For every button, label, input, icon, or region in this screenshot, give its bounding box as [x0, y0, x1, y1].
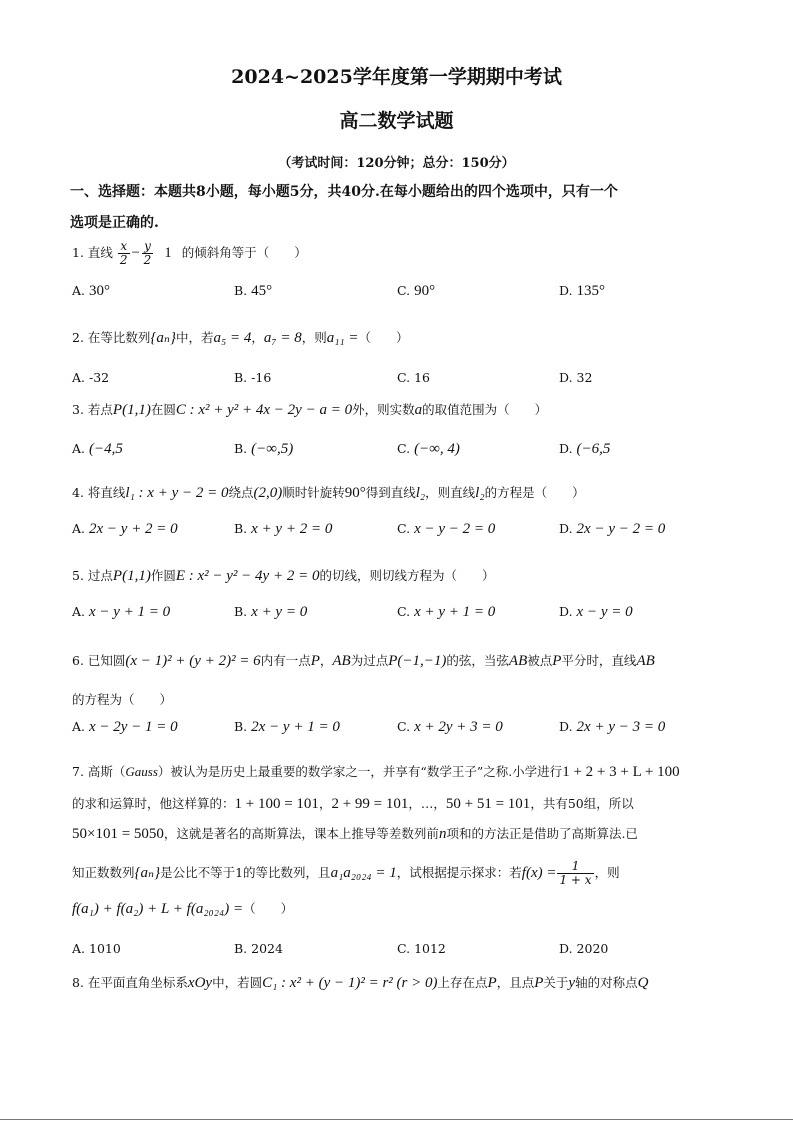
q3-option-a[interactable]: A. (−4,5: [72, 441, 123, 457]
q5-option-c[interactable]: C. x + y + 1 = 0: [397, 604, 496, 620]
question-1-stem: [72, 240, 307, 267]
q2-sequence: {aₙ}: [150, 330, 176, 346]
q5-option-a[interactable]: A. x − y + 1 = 0: [72, 604, 171, 620]
question-7-line3: 50×101 = 5050，这就是著名的高斯算法，课本上推导等差数列前n项和的方法正是借助了高斯算法.已: [72, 826, 638, 842]
q1-frac2-num: y: [142, 240, 154, 254]
q3-option-d[interactable]: D. (−6,5: [559, 441, 611, 457]
question-7-line4: 知正数数列{aₙ}是公比不等于1的等比数列，且a₁a₂₀₂₄ = 1，试根据提示探求：若f(x) = $\frac{1}{1 + x}$ ，则: [72, 859, 620, 887]
question-5-stem: 5. 过点P(1,1)作圆E : x² − y² − 4y + 2 = 0的切线，则切线方程为（ ）: [72, 568, 495, 584]
q6-option-c[interactable]: C. x + 2y + 3 = 0: [397, 719, 503, 735]
q3-option-c[interactable]: C. (−∞, 4): [397, 441, 460, 457]
q6-option-d[interactable]: D. 2x + y − 3 = 0: [559, 719, 666, 735]
question-4-stem: 4. 将直线l₁ : x + y − 2 = 0绕点(2,0)顺时针旋转90°得到直线l₂，则直线l₂的方程是（ ）: [72, 485, 585, 501]
section-heading-line1: 一、选择题：本题共8小题，每小题5分，共40分.在每小题给出的四个选项中，只有一个: [70, 184, 618, 200]
q1-option-d[interactable]: D. 135°: [559, 283, 606, 299]
q4-option-c[interactable]: C. x − y − 2 = 0: [397, 521, 496, 537]
question-7-line1: 7. 高斯（Gauss）被认为是历史上最重要的数学家之一，并享有“数学王子”之称.小学进行1 + 2 + 3 + L + 100: [72, 764, 680, 780]
q1-text: 的倾斜角等于（ ）: [181, 245, 307, 260]
q7-option-a[interactable]: A. 1010: [72, 941, 121, 956]
question-6-stem: 6. 已知圆(x − 1)² + (y + 2)² = 6内有一点P，AB为过点P(−1,−1)的弦，当弦AB被点P平分时，直线AB: [72, 653, 655, 669]
q1-fraction-y: [142, 240, 154, 267]
q2-option-d[interactable]: D. 32: [559, 370, 593, 385]
q5-option-b[interactable]: B. x + y = 0: [234, 604, 308, 620]
q7-option-d[interactable]: D. 2020: [559, 941, 609, 956]
q4-option-a[interactable]: A. 2x − y + 2 = 0: [72, 521, 178, 537]
q6-option-b[interactable]: B. 2x − y + 1 = 0: [234, 719, 340, 735]
question-8-stem: 8. 在平面直角坐标系xOy中，若圆C₁ : x² + (y − 1)² = r² (r > 0)上存在点P，且点P关于y轴的对称点Q: [72, 975, 649, 991]
q5-option-d[interactable]: D. x − y = 0: [559, 604, 633, 620]
exam-info: （考试时间：120分钟；总分：150分）: [278, 156, 515, 171]
q7-fraction: $\frac{1}{1 + x}$: [559, 859, 592, 887]
q1-fraction-x: [118, 240, 130, 267]
q1-number: 1. 直线: [72, 245, 113, 260]
q1-minus: −: [130, 245, 141, 261]
exam-subtitle: 高二数学试题: [339, 110, 454, 132]
question-6-stem-line2: 的方程为（ ）: [72, 692, 173, 707]
question-7-line2: 的求和运算时，他这样算的：1 + 100 = 101，2 + 99 = 101，…，50 + 51 = 101，共有50组，所以: [72, 796, 634, 812]
q1-option-b[interactable]: B. 45°: [234, 283, 273, 299]
exam-title: 2024~2025学年度第一学期期中考试: [231, 66, 562, 88]
q3-option-b[interactable]: B. (−∞,5): [234, 441, 294, 457]
q6-option-a[interactable]: A. x − 2y − 1 = 0: [72, 719, 178, 735]
q1-frac1-num: x: [118, 240, 130, 254]
q7-option-c[interactable]: C. 1012: [397, 941, 446, 956]
q2-option-a[interactable]: A. -32: [72, 370, 110, 385]
question-2-stem: 2. 在等比数列{aₙ}中，若a₅ = 4，a₇ = 8，则a₁₁ =（ ）: [72, 330, 409, 346]
question-3-stem: 3. 若点P(1,1)在圆C : x² + y² + 4x − 2y − a = 0外，则实数a的取值范围为（ ）: [72, 402, 548, 418]
q3-circle-equation: C : x² + y² + 4x − 2y − a = 0: [175, 402, 353, 418]
q4-option-b[interactable]: B. x + y + 2 = 0: [234, 521, 333, 537]
q2-option-c[interactable]: C. 16: [397, 370, 430, 385]
section-heading-line2: 选项是正确的.: [70, 215, 159, 231]
q2-option-b[interactable]: B. -16: [234, 370, 272, 385]
q1-frac1-den: 2: [119, 253, 128, 267]
q1-rhs: 1: [164, 245, 172, 261]
question-7-line5: f(a₁) + f(a₂) + L + f(a₂₀₂₄) =（ ）: [72, 901, 294, 917]
q7-option-b[interactable]: B. 2024: [234, 941, 283, 956]
q1-option-c[interactable]: C. 90°: [397, 283, 436, 299]
q4-option-d[interactable]: D. 2x − y − 2 = 0: [559, 521, 666, 537]
q1-frac2-den: 2: [143, 253, 152, 267]
page-bottom-divider: [0, 1119, 793, 1120]
q1-option-a[interactable]: A. 30°: [72, 283, 110, 299]
